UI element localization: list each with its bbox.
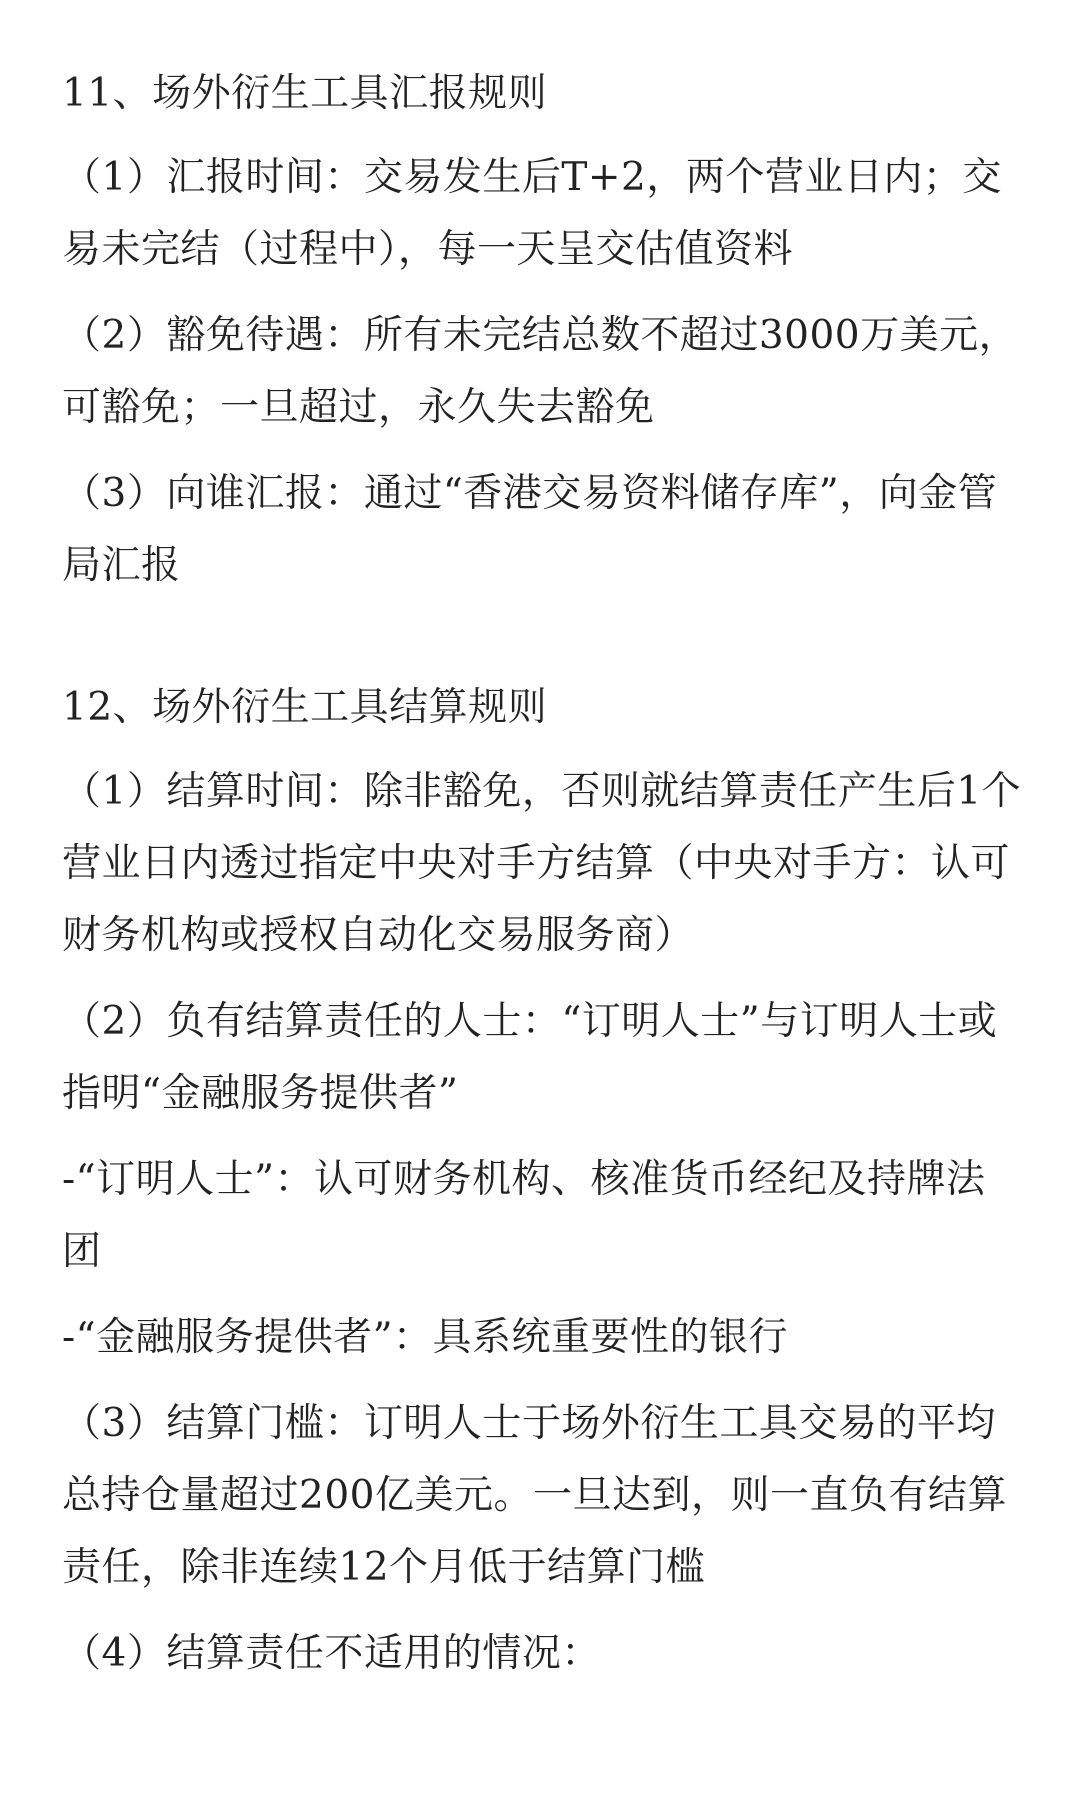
section-11-heading: 11、场外衍生工具汇报规则 xyxy=(62,71,548,116)
section-12-item-financial-provider-def: -“金融服务提供者”：具系统重要性的银行 xyxy=(62,1315,789,1360)
section-12-item-clearing-time: （1）结算时间：除非豁免，否则就结算责任产生后1个营业日内透过指定中央对手方结算（中央对手方：认可财务机构或授权自动化交易服务商） xyxy=(62,769,1022,958)
section-12-item-threshold: （3）结算门槛：订明人士于场外衍生工具交易的平均总持仓量超过200亿美元。一旦达到，则一直负有结算责任，除非连续12个月低于结算门槛 xyxy=(62,1401,1007,1590)
section-12-item-not-applicable: （4）结算责任不适用的情况： xyxy=(62,1631,601,1676)
section-12-item-prescribed-persons-def: -“订明人士”：认可财务机构、核准货币经纪及持牌法团 xyxy=(62,1157,986,1274)
section-12-item-responsible-persons: （2）负有结算责任的人士：“订明人士”与订明人士或指明“金融服务提供者” xyxy=(62,999,998,1116)
section-11-item-exemption: （2）豁免待遇：所有未完结总数不超过3000万美元，可豁免；一旦超过，永久失去豁免 xyxy=(62,313,1019,430)
section-12-heading: 12、场外衍生工具结算规则 xyxy=(62,685,548,730)
section-divider-space xyxy=(62,616,1022,672)
section-11-item-reporting-time: （1）汇报时间：交易发生后T+2，两个营业日内；交易未完结（过程中），每一天呈交估值资料 xyxy=(62,155,1002,272)
section-11-item-report-to: （3）向谁汇报：通过“香港交易资料储存库”，向金管局汇报 xyxy=(62,471,998,588)
document-body xyxy=(62,58,1022,1704)
